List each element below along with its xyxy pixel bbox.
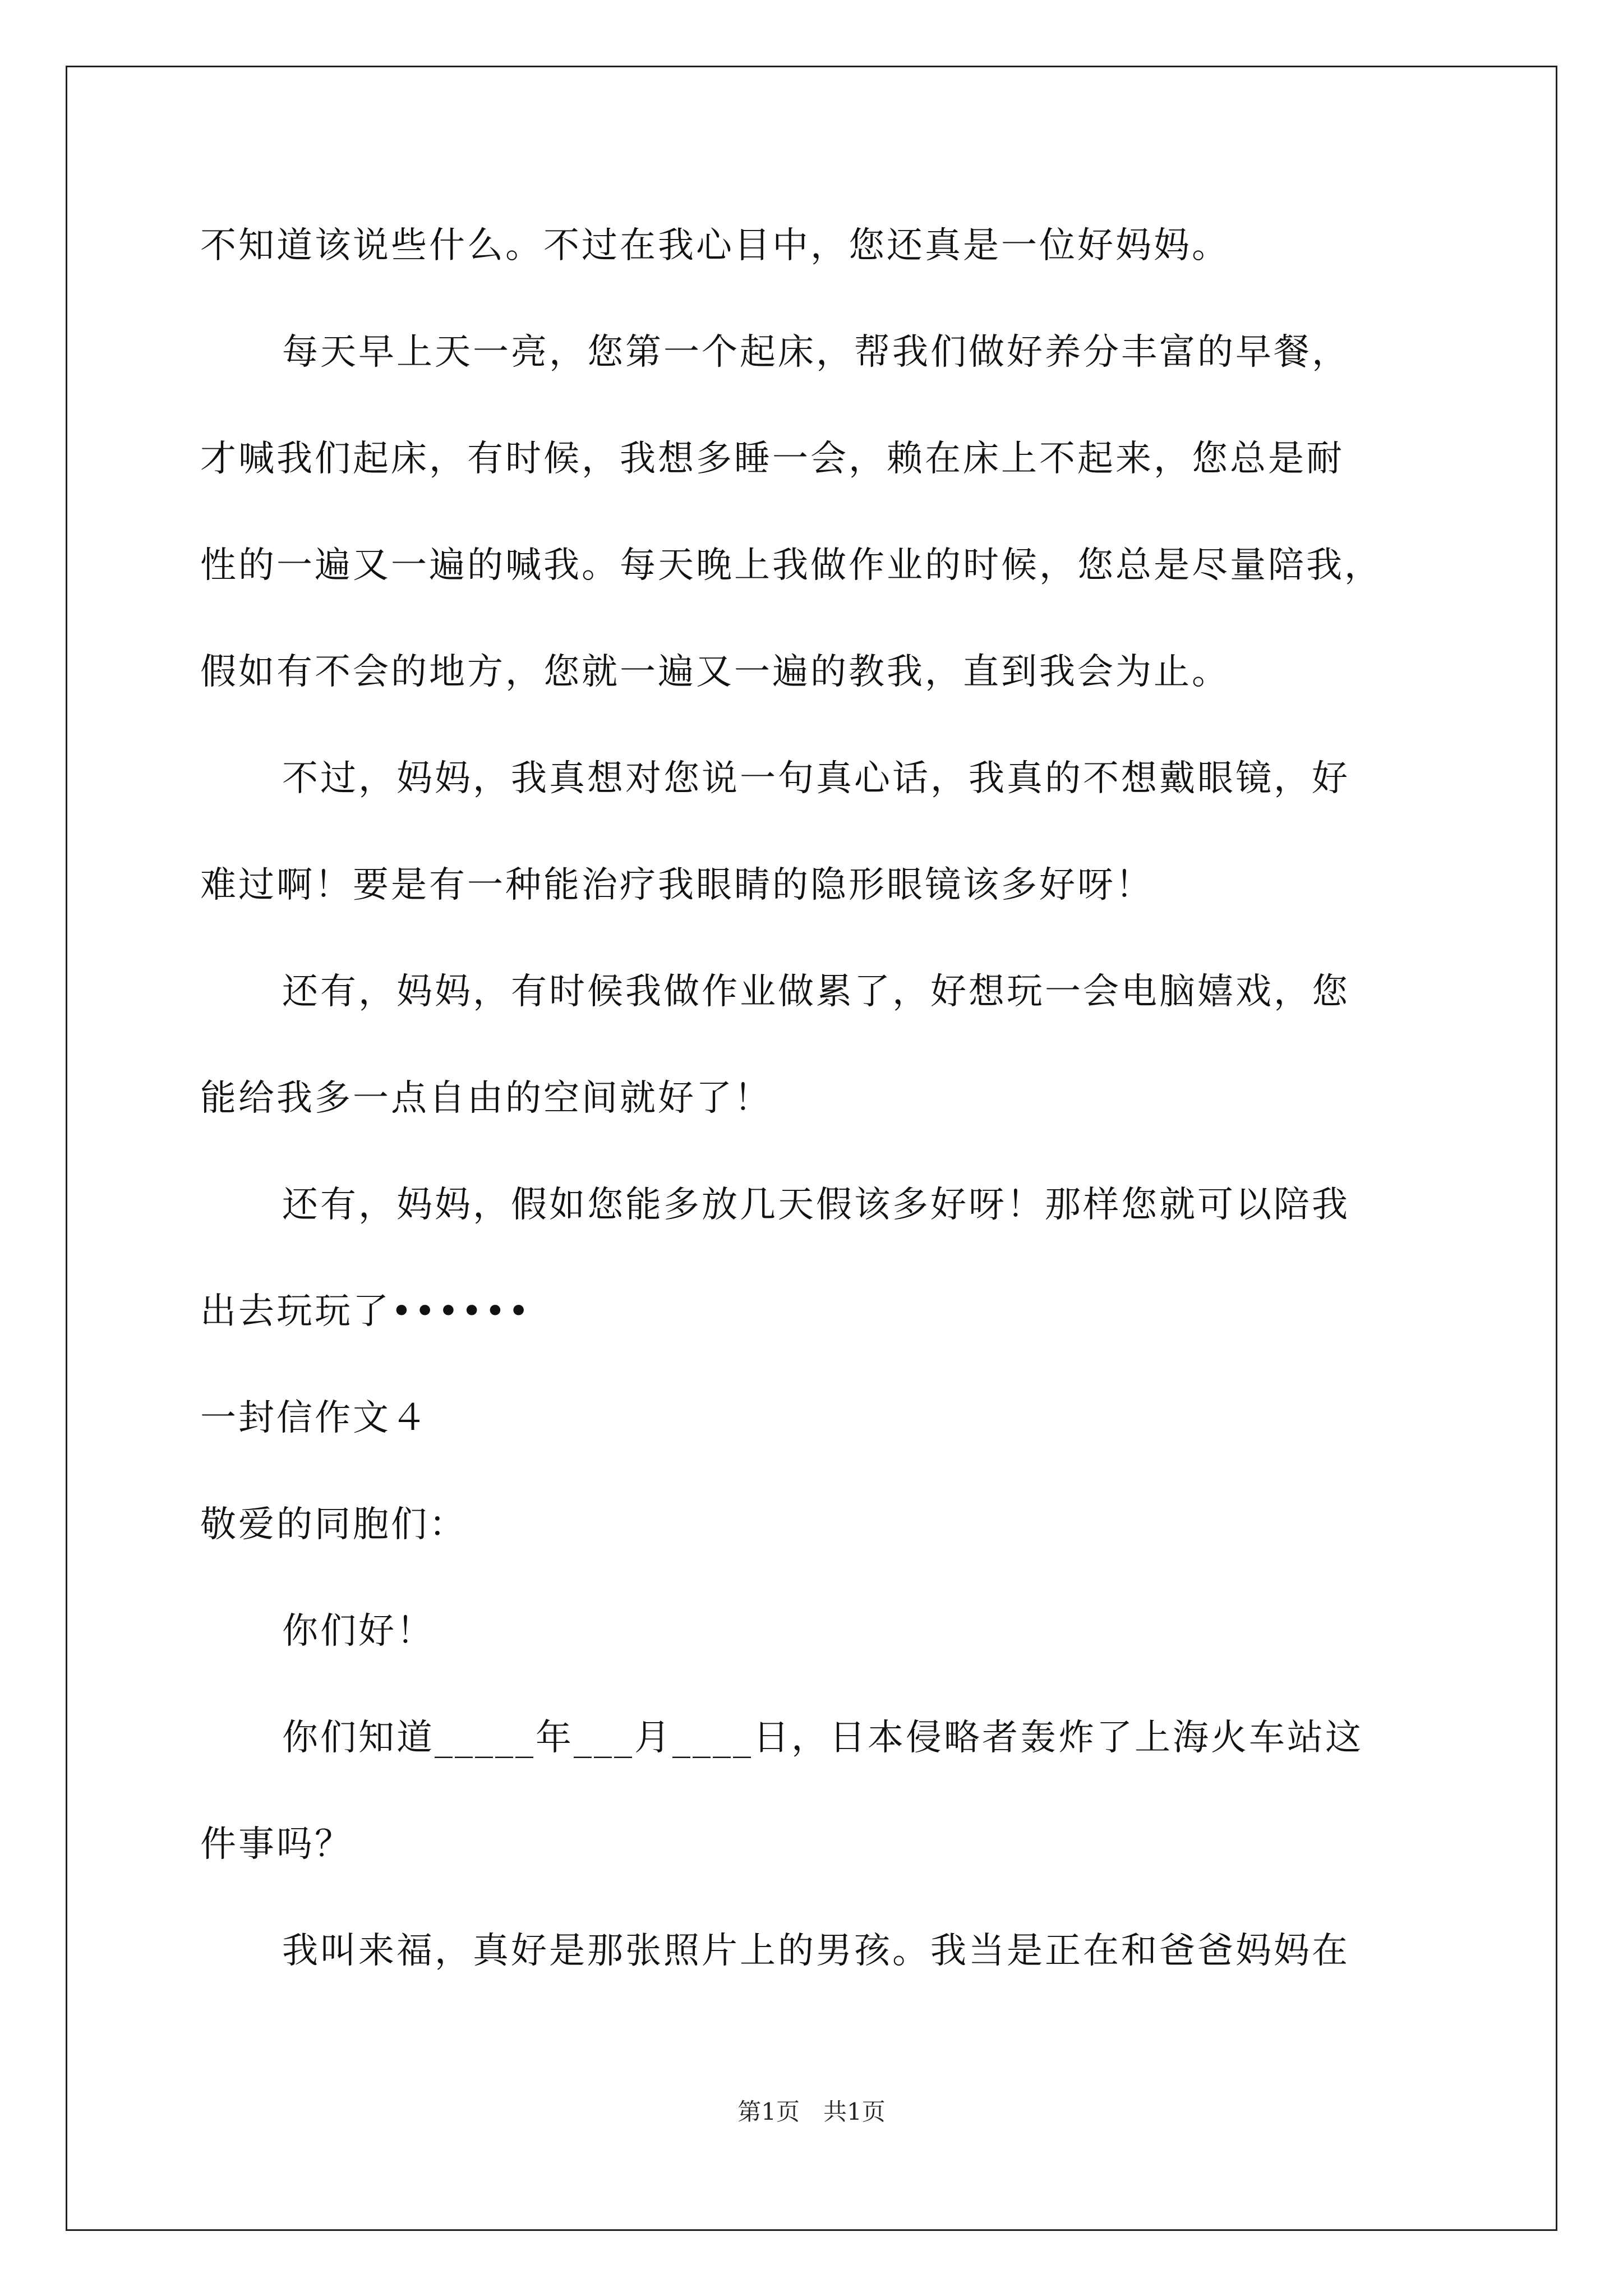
section-title: 一封信作文４ bbox=[200, 1397, 429, 1439]
paragraph-line: 件事吗？ bbox=[200, 1824, 353, 1865]
paragraph-line: 能给我多一点自由的空间就好了！ bbox=[200, 1078, 772, 1119]
page-footer: 第1页 共1页 bbox=[737, 2098, 886, 2125]
paragraph-line: 不过，妈妈，我真想对您说一句真心话，我真的不想戴眼镜，好 bbox=[282, 758, 1350, 799]
paragraph-line: 还有，妈妈，假如您能多放几天假该多好呀！那样您就可以陪我 bbox=[282, 1184, 1350, 1226]
paragraph-line: 还有，妈妈，有时候我做作业做累了，好想玩一会电脑嬉戏，您 bbox=[282, 971, 1350, 1013]
salutation: 敬爱的同胞们： bbox=[200, 1504, 467, 1545]
greeting: 你们好！ bbox=[282, 1611, 435, 1652]
paragraph-line: 才喊我们起床，有时候，我想多睡一会，赖在床上不起来，您总是耐 bbox=[200, 438, 1344, 480]
paragraph-line: 你们知道_____年___月____日，日本侵略者轰炸了上海火车站这 bbox=[282, 1717, 1363, 1759]
paragraph-line: 我叫来福，真好是那张照片上的男孩。我当是正在和爸爸妈妈在 bbox=[282, 1930, 1350, 1972]
paragraph-line: 出去玩玩了•••••• bbox=[200, 1291, 532, 1332]
paragraph-line: 每天早上天一亮，您第一个起床，帮我们做好养分丰富的早餐， bbox=[282, 332, 1350, 373]
paragraph-line: 不知道该说些什么。不过在我心目中，您还真是一位好妈妈。 bbox=[200, 225, 1230, 266]
paragraph-line: 假如有不会的地方，您就一遍又一遍的教我，直到我会为止。 bbox=[200, 651, 1230, 693]
page-border bbox=[66, 66, 1557, 2231]
paragraph-line: 性的一遍又一遍的喊我。每天晚上我做作业的时候，您总是尽量陪我， bbox=[200, 545, 1382, 586]
paragraph-line: 难过啊！要是有一种能治疗我眼睛的隐形眼镜该多好呀！ bbox=[200, 864, 1154, 906]
